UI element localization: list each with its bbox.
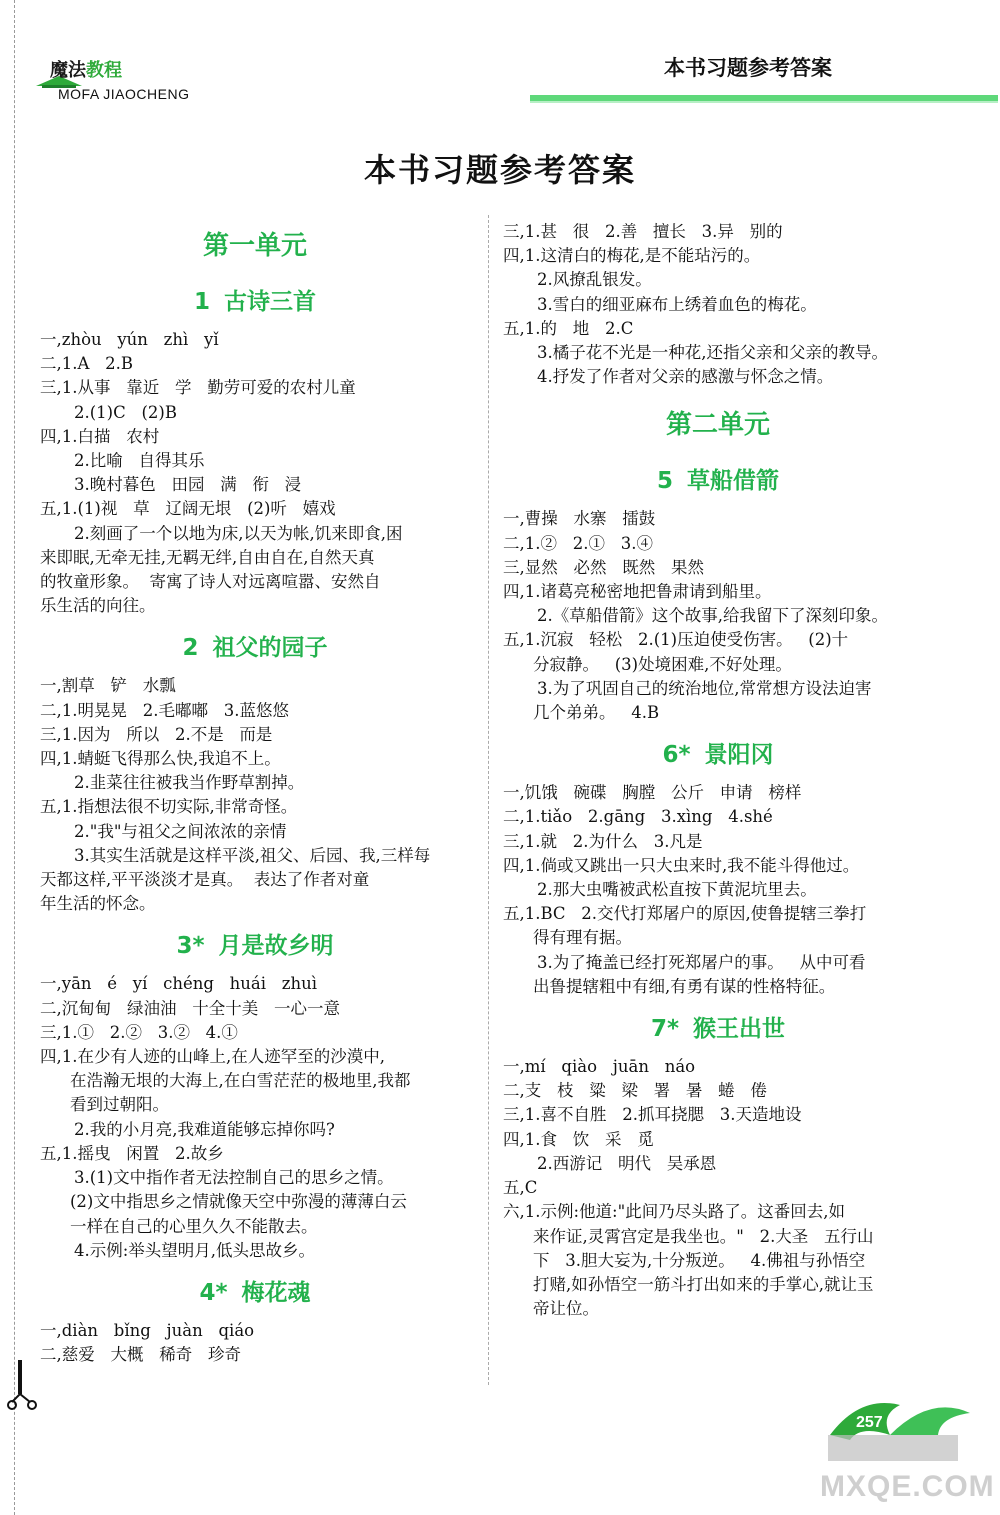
answer-line: 四,1.蜻蜓飞得那么快,我追不上。 <box>40 749 281 769</box>
header-section-title: 本书习题参考答案 <box>664 56 832 80</box>
answer-line: 看到过朝阳。 <box>70 1095 169 1115</box>
lesson-heading: 3* 月是故乡明 <box>176 933 334 960</box>
answer-line: 五,1.沉寂 轻松 2.(1)压迫使受伤害。 (2)十 <box>503 630 849 650</box>
answer-line: 3.(1)文中指作者无法控制自己的思乡之情。 <box>74 1168 394 1188</box>
answer-line: 2.西游记 明代 吴承恩 <box>537 1153 717 1173</box>
answer-line: 四,1.食 饮 采 觅 <box>503 1129 654 1149</box>
answer-line: 一,mí qiào juān náo <box>503 1057 696 1077</box>
answer-line: 打赌,如孙悟空一筋斗打出如来的手掌心,就让玉 <box>533 1274 874 1294</box>
answer-line: 五,1.指想法很不切实际,非常奇怪。 <box>40 797 298 817</box>
answer-line: 五,C <box>503 1178 538 1198</box>
answer-line: 一,曹操 水寨 擂鼓 <box>503 509 656 529</box>
answer-line: 的牧童形象。 寄寓了诗人对远离喧嚣、安然自 <box>40 572 381 592</box>
answer-line: 四,1.倘或又跳出一只大虫来时,我不能斗得他过。 <box>503 855 860 875</box>
unit-heading: 第二单元 <box>665 410 770 441</box>
answer-line: 2.(1)C (2)B <box>74 402 177 422</box>
answer-line: 一,diàn bǐng juàn qiáo <box>40 1320 255 1340</box>
answer-line: 得有理有据。 <box>533 928 632 948</box>
page-number: 257 <box>856 1414 883 1431</box>
answer-line: 三,1.甚 很 2.善 擅长 3.异 别的 <box>503 222 783 241</box>
answer-line: 在浩瀚无垠的大海上,在白雪茫茫的极地里,我都 <box>70 1071 411 1091</box>
left-column <box>40 220 470 1367</box>
logo-chinese: 魔法教程 <box>50 60 122 81</box>
answer-line: 帝让位。 <box>533 1299 599 1319</box>
right-column <box>503 220 933 1321</box>
answer-line: 一,饥饿 碗碟 胸膛 公斤 申请 榜样 <box>503 783 802 803</box>
answer-line: 3.为了巩固自己的统治地位,常常想方设法迫害 <box>537 678 872 698</box>
watermark: MXQE.COM <box>820 1470 995 1503</box>
answer-line: 五,1.BC 2.交代打郑屠户的原因,使鲁提辖三拳打 <box>503 904 867 924</box>
answer-line: 四,1.这清白的梅花,是不能玷污的。 <box>503 246 761 266</box>
answer-line: 四,1.白描 农村 <box>40 426 160 446</box>
answer-line: 3.橘子花不光是一种花,还指父亲和父亲的教导。 <box>537 343 888 363</box>
answer-line: 三,1.从事 靠近 学 勤劳可爱的农村儿童 <box>40 378 356 398</box>
lesson-heading: 1 古诗三首 <box>193 289 316 315</box>
answer-line: 出鲁提辖粗中有细,有勇有谋的性格特征。 <box>533 976 836 996</box>
answer-line: 二,慈爱 大概 稀奇 珍奇 <box>40 1345 241 1365</box>
scissors-icon <box>6 1360 46 1410</box>
answer-line: 4.抒发了作者对父亲的感激与怀念之情。 <box>537 367 834 387</box>
answer-line: 几个弟弟。 4.B <box>533 703 660 723</box>
answer-line: 五,1.(1)视 草 辽阔无垠 (2)听 嬉戏 <box>40 499 336 519</box>
answer-line: 一,zhòu yún zhì yǐ <box>40 330 219 349</box>
unit-heading: 第一单元 <box>202 231 307 261</box>
answer-line: 一,割草 铲 水瓢 <box>40 676 176 696</box>
answer-line: 二,支 枝 粱 梁 署 暑 蜷 倦 <box>503 1081 767 1101</box>
answer-line: 2.《草船借箭》这个故事,给我留下了深刻印象。 <box>537 606 888 626</box>
answer-line: 来即眠,无牵无挂,无羁无绊,自由自在,自然天真 <box>40 547 375 567</box>
answer-line: 二,1.A 2.B <box>40 354 134 374</box>
answer-line: 二,1.tiǎo 2.gāng 3.xìng 4.shé <box>503 807 773 827</box>
answer-line: 三,1.① 2.② 3.② 4.① <box>40 1022 238 1042</box>
lesson-heading: 6* 景阳冈 <box>662 742 774 769</box>
answer-line: 一,yān é yí chéng huái zhuì <box>40 974 317 994</box>
answer-line: 三,显然 必然 既然 果然 <box>503 557 704 577</box>
answer-line: 四,1.诸葛亮秘密地把鲁肃请到船里。 <box>503 582 772 602</box>
answer-line: 年生活的怀念。 <box>40 894 156 914</box>
answer-line: 二,1.明晃晃 2.毛嘟嘟 3.蓝悠悠 <box>40 700 289 720</box>
answer-line: 二,1.② 2.① 3.④ <box>503 533 653 553</box>
lesson-heading: 5 草船借箭 <box>656 468 779 495</box>
answer-line: 分寂静。 (3)处境困难,不好处理。 <box>533 654 792 674</box>
answer-line: 乐生活的向往。 <box>40 596 156 616</box>
answer-line: 2."我"与祖父之间浓浓的亲情 <box>74 821 287 841</box>
page-title: 本书习题参考答案 <box>363 151 636 189</box>
column-divider <box>488 215 489 1385</box>
answer-line: 五,1.的 地 2.C <box>503 318 634 338</box>
answer-line: 2.刻画了一个以地为床,以天为帐,饥来即食,困 <box>74 523 403 543</box>
answer-line: 三,1.就 2.为什么 3.凡是 <box>503 831 703 851</box>
answer-line: 五,1.摇曳 闲置 2.故乡 <box>40 1143 224 1163</box>
answer-line: 2.我的小月亮,我难道能够忘掉你吗? <box>74 1119 335 1139</box>
answer-line: 来作证,灵霄宫定是我坐也。" 2.大圣 五行山 <box>533 1226 874 1246</box>
answer-line: 3.晚村暮色 田园 满 衔 浸 <box>74 475 302 495</box>
answer-line: 一样在自己的心里久久不能散去。 <box>70 1216 318 1236</box>
logo-english: MOFA JIAOCHENG <box>58 86 190 102</box>
answer-line: 三,1.因为 所以 2.不是 而是 <box>40 724 273 744</box>
answer-line: 天都这样,平平淡淡才是真。 表达了作者对童 <box>40 870 370 890</box>
answer-line: 3.雪白的细亚麻布上绣着血色的梅花。 <box>537 294 817 314</box>
answer-line: 三,1.喜不自胜 2.抓耳挠腮 3.天造地设 <box>503 1105 802 1125</box>
lesson-heading: 7* 猴王出世 <box>650 1016 786 1043</box>
answer-line: 2.那大虫嘴被武松直按下黄泥坑里去。 <box>537 880 817 900</box>
header-bar-light <box>530 101 998 103</box>
answer-line: 2.风撩乱银发。 <box>537 270 652 290</box>
answer-line: 4.示例:举头望明月,低头思故乡。 <box>74 1240 316 1260</box>
answer-line: 3.为了掩盖已经打死郑屠户的事。 从中可看 <box>537 952 866 972</box>
answer-line: 3.其实生活就是这样平淡,祖父、后园、我,三样每 <box>74 845 431 865</box>
lesson-heading: 4* 梅花魂 <box>199 1279 311 1306</box>
publisher-logo <box>28 50 278 110</box>
answer-line: 下 3.胆大妄为,十分叛逆。 4.佛祖与孙悟空 <box>533 1250 866 1270</box>
answer-line: (2)文中指思乡之情就像天空中弥漫的薄薄白云 <box>70 1192 407 1212</box>
lesson-heading: 2 祖父的园子 <box>182 635 328 662</box>
answer-line: 2.比喻 自得其乐 <box>74 451 205 471</box>
answer-line: 六,1.示例:他道:"此间乃尽头路了。这番回去,如 <box>503 1202 845 1222</box>
answer-line: 2.韭菜往往被我当作野草割掉。 <box>74 773 305 793</box>
answer-line: 四,1.在少有人迹的山峰上,在人迹罕至的沙漠中, <box>40 1047 385 1067</box>
answer-line: 二,沉甸甸 绿油油 十全十美 一心一意 <box>40 998 340 1018</box>
cut-line <box>14 0 15 1515</box>
